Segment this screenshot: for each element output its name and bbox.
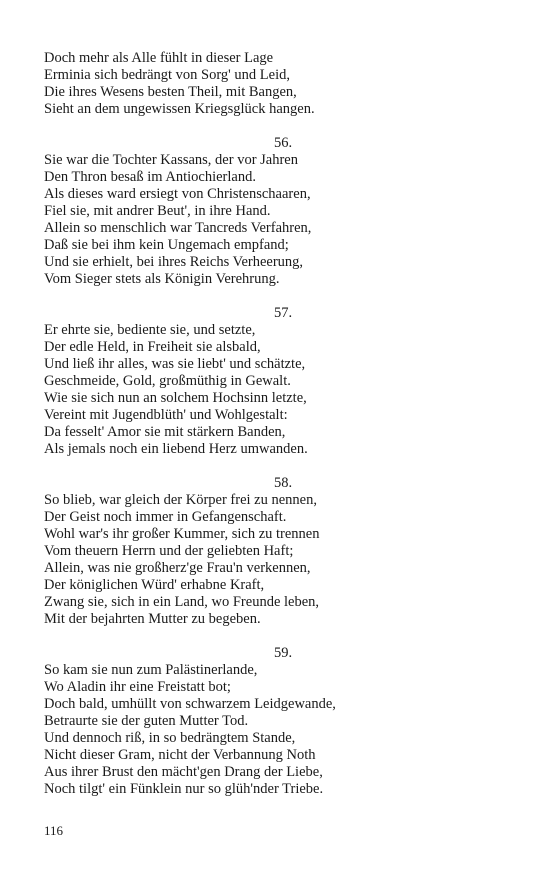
stanza-58 [44,475,514,628]
stanza-number: 57. [273,305,293,321]
verse-line: Zwang sie, sich in ein Land, wo Freunde leben, [44,594,320,610]
verse-line: Da fesselt' Amor sie mit stärkern Banden, [44,424,286,440]
verse-line: So kam sie nun zum Palästinerlande, [44,662,258,678]
verse-line: Allein so menschlich war Tancreds Verfahren, [44,220,312,236]
stanza-56 [44,135,514,288]
verse-line: Vom Sieger stets als Königin Verehrung. [44,271,280,287]
verse-line: Er ehrte sie, bediente sie, und setzte, [44,322,256,338]
verse-line: Vereint mit Jugendblüth' und Wohlgestalt: [44,407,288,423]
stanza-number: 58. [273,475,293,491]
verse-line: Geschmeide, Gold, großmüthig in Gewalt. [44,373,291,389]
verse-line: Allein, was nie großherz'ge Frau'n verkennen, [44,560,311,576]
stanza-number: 56. [273,135,293,151]
verse-line: Daß sie bei ihm kein Ungemach empfand; [44,237,289,253]
verse-line: Den Thron besaß im Antiochierland. [44,169,256,185]
verse-line: Die ihres Wesens besten Theil, mit Bangen, [44,84,297,100]
verse-line: Und sie erhielt, bei ihres Reichs Verheerung, [44,254,304,270]
verse-line: Wie sie sich nun an solchem Hochsinn letzte, [44,390,307,406]
verse-line: Betraurte sie der guten Mutter Tod. [44,713,249,729]
verse-line: Nicht dieser Gram, nicht der Verbannung Noth [44,747,316,763]
stanza-57 [44,305,514,458]
verse-line: Wohl war's ihr großer Kummer, sich zu trennen [44,526,320,542]
verse-line: Wo Aladin ihr eine Freistatt bot; [44,679,231,695]
verse-line: Vom theuern Herrn und der geliebten Haft; [44,543,294,559]
verse-line: Der Geist noch immer in Gefangenschaft. [44,509,287,525]
verse-line: So blieb, war gleich der Körper frei zu nennen, [44,492,317,508]
verse-line: Sie war die Tochter Kassans, der vor Jahren [44,152,298,168]
verse-line: Doch mehr als Alle fühlt in dieser Lage [44,50,274,66]
verse-line: Doch bald, umhüllt von schwarzem Leidgewande, [44,696,336,712]
verse-line: Als dieses ward ersiegt von Christenschaaren, [44,186,311,202]
verse-line: Fiel sie, mit andrer Beut', in ihre Hand. [44,203,271,219]
verse-line: Erminia sich bedrängt von Sorg' und Leid, [44,67,290,83]
page-number: 116 [44,823,64,838]
verse-line: Der königlichen Würd' erhabne Kraft, [44,577,265,593]
stanza-55-continued [44,50,514,118]
stanza-number: 59. [273,645,293,661]
verse-line: Aus ihrer Brust den mächt'gen Drang der Liebe, [44,764,323,780]
verse-line: Und dennoch riß, in so bedrängtem Stande, [44,730,296,746]
verse-line: Der edle Held, in Freiheit sie alsbald, [44,339,261,355]
verse-line: Und ließ ihr alles, was sie liebt' und schätzte, [44,356,306,372]
verse-line: Noch tilgt' ein Fünklein nur so glüh'nder Triebe. [44,781,324,797]
verse-line: Mit der bejahrten Mutter zu begeben. [44,611,261,627]
stanza-59 [44,645,514,798]
verse-line: Als jemals noch ein liebend Herz umwanden. [44,441,308,457]
verse-line: Sieht an dem ungewissen Kriegsglück hangen. [44,101,315,117]
poem-text [44,50,514,798]
